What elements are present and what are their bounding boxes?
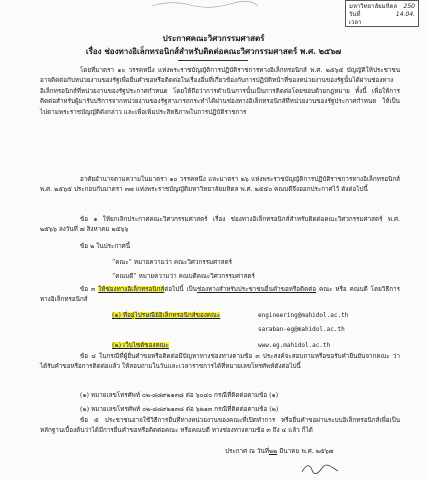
announcement-date <box>225 448 333 456</box>
definition-faculty: “คณะ” หมายความว่า คณะวิศวกรรมศาสตร์ <box>112 259 232 266</box>
clause-3-end: คณะ หรือ คณบดี โดยวิธีการทางอิเล็กทรอนิกส์ <box>40 286 400 304</box>
stamp-label-2: วันที่ <box>349 11 361 18</box>
clause-3-highlight: ให้ช่องทางอิเล็กทรอนิกส์ <box>98 286 165 293</box>
email-engineering-link[interactable]: engineering@mahidol.ac.th <box>258 312 349 319</box>
email-saraban-link[interactable]: saraban-eg@mahidol.ac.th <box>258 326 345 333</box>
title-divider <box>178 60 248 61</box>
announce-day: ๒๒ <box>268 448 278 455</box>
telephone-1: (๑) หมายเลขโทรศัพท์ ๐๒-๘๘๙๒๑๓๘ ต่อ ๖๐๔๐ กรณีที่ติดต่อตามข้อ (๑) <box>80 392 279 399</box>
item-1-label: (๑) ที่อยู่ไปรษณีย์อิเล็กทรอนิกส์ของคณะ <box>112 312 221 319</box>
clause-2: ข้อ ๒ ในประกาศนี้ <box>80 243 131 250</box>
clause-3 <box>40 285 400 307</box>
clause-1: ข้อ ๑ ให้ยกเลิกประกาศคณะวิศวกรรมศาสตร์ เรื่อง ช่องทางอิเล็กทรอนิกส์สำหรับติดต่อคณะวิศวกรรมศาสตร์ พ.ศ. ๒๕๖๖ ลงวันที่ ๗ สิงหาคม ๒๕๖๖ <box>40 216 400 234</box>
stamp-date: 14.04. <box>395 11 415 18</box>
letterhead-fragment <box>150 0 260 8</box>
stamp-number: 250 <box>403 3 415 10</box>
clause-5: ข้อ ๕ ประชาชนอาจใช้วิธีการยื่นที่ทางหน่วยงานของคณะที่เปิดทำการ หรือยื่นคำขอผ่านระบบอิเล็กทรอนิกส์เพื่อเป็นหลักฐานเบื้องต้นว่าได้มีการยื่นคำขอหรือติดต่อคณะ หรือคณบดี ทางช่องทางตามข้อ ๓ ถึง ๔ แล้ว ก็ได้ <box>40 417 400 435</box>
announce-month-year: มีนาคม พ.ศ. ๒๕๖๗ <box>279 448 334 455</box>
telephone-2: (๒) หมายเลขโทรศัพท์ ๐๒-๘๘๙๒๑๓๘ ต่อ ๖๒๑๓ กรณีที่ติดต่อตามข้อ (๒) <box>80 406 279 413</box>
signature-mark <box>300 462 340 476</box>
clause-3-underlined: ช่องทางสำหรับประชาชนยื่นคำขอหรือติดต่อ <box>196 286 317 293</box>
authority-paragraph: อาศัยอำนาจตามความในมาตรา ๑๐ วรรคหนึ่ง และมาตรา ๒๖ แห่งพระราชบัญญัติการปฏิบัติราชการทางอิเล็กทรอนิกส์ พ.ศ. ๒๕๖๕ ประกอบกับมาตรา ๓๗ แห่งพระราชบัญญัติมหาวิทยาลัยมหิดล พ.ศ. ๒๕๕๐ คณบดีจึงออกประกาศไว้ ดังต่อไปนี้ <box>40 176 400 194</box>
document-subject: เรื่อง ช่องทางอิเล็กทรอนิกส์สำหรับติดต่อคณะวิศวกรรมศาสตร์ พ.ศ. ๒๕๖๗ <box>85 46 342 56</box>
stamp-label-3: เวลา <box>349 19 362 26</box>
definition-dean: “คณบดี” หมายความว่า คณบดีคณะวิศวกรรมศาสตร์ <box>112 273 255 280</box>
receipt-stamp <box>345 0 419 27</box>
website-link[interactable]: www.eg.mahidol.ac.th <box>258 342 331 349</box>
clause-4: ข้อ ๔ ในกรณีที่ผู้ยื่นคำขอหรือติดต่อมีปัญหาทางช่องทางตามข้อ ๓ ประสงค์จะสอบถามหรือขอรับคำยืนยันจากคณะ ว่าได้รับคำขอหรือการติดต่อแล้ว ให้สอบถามในวันและเวลาราชการได้ที่หมายเลขโทรศัพท์ดังต่อไปนี้ <box>40 353 400 371</box>
item-2-label: (๒) เว็บไซต์ของคณะ <box>112 342 169 349</box>
stamp-label-1: มหาวิทยาลัยมหิดล <box>349 3 398 10</box>
preamble-paragraph: โดยที่มาตรา ๑๐ วรรคหนึ่ง แห่งพระราชบัญญัติการปฏิบัติราชการทางอิเล็กทรอนิกส์ พ.ศ. ๒๕๖๕ บัญญัติให้ประชาชนอาจติดต่อกับหน่วยงานของรัฐเพื่อยื่นคำขอหรือติดต่อในเรื่องอื่นที่เกี่ยวข้องกับการปฏิบัติหน้าที่ของหน่วยงานของรัฐนั้นได้ผ่านช่องทางอิเล็กทรอนิกส์ที่หน่วยงานของรัฐประกาศกำหนด โดยให้ถือว่าการดำเนินการนั้นเป็นการติดต่อโดยชอบด้วยกฎหมาย ทั้งนี้ เพื่อให้การติดต่อสำหรับผู้มารับบริการจากหน่วยงานของรัฐสามารถกระทำได้ผ่านช่องทางอิเล็กทรอนิกส์ที่หน่วยงานของรัฐประกาศกำหนด ให้เป็นไปตามพระราชบัญญัติดังกล่าว และเพื่อเพิ่มประสิทธิภาพในการปฏิบัติราชการ <box>40 67 400 116</box>
announce-label: ประกาศ ณ วันที่ <box>225 448 269 455</box>
document-title: ประกาศคณะวิศวกรรมศาสตร์ <box>162 33 265 43</box>
clause-3-lead: ข้อ ๓ <box>80 286 96 293</box>
clause-3-mid: ต่อไปนี้ เป็น <box>164 286 197 293</box>
